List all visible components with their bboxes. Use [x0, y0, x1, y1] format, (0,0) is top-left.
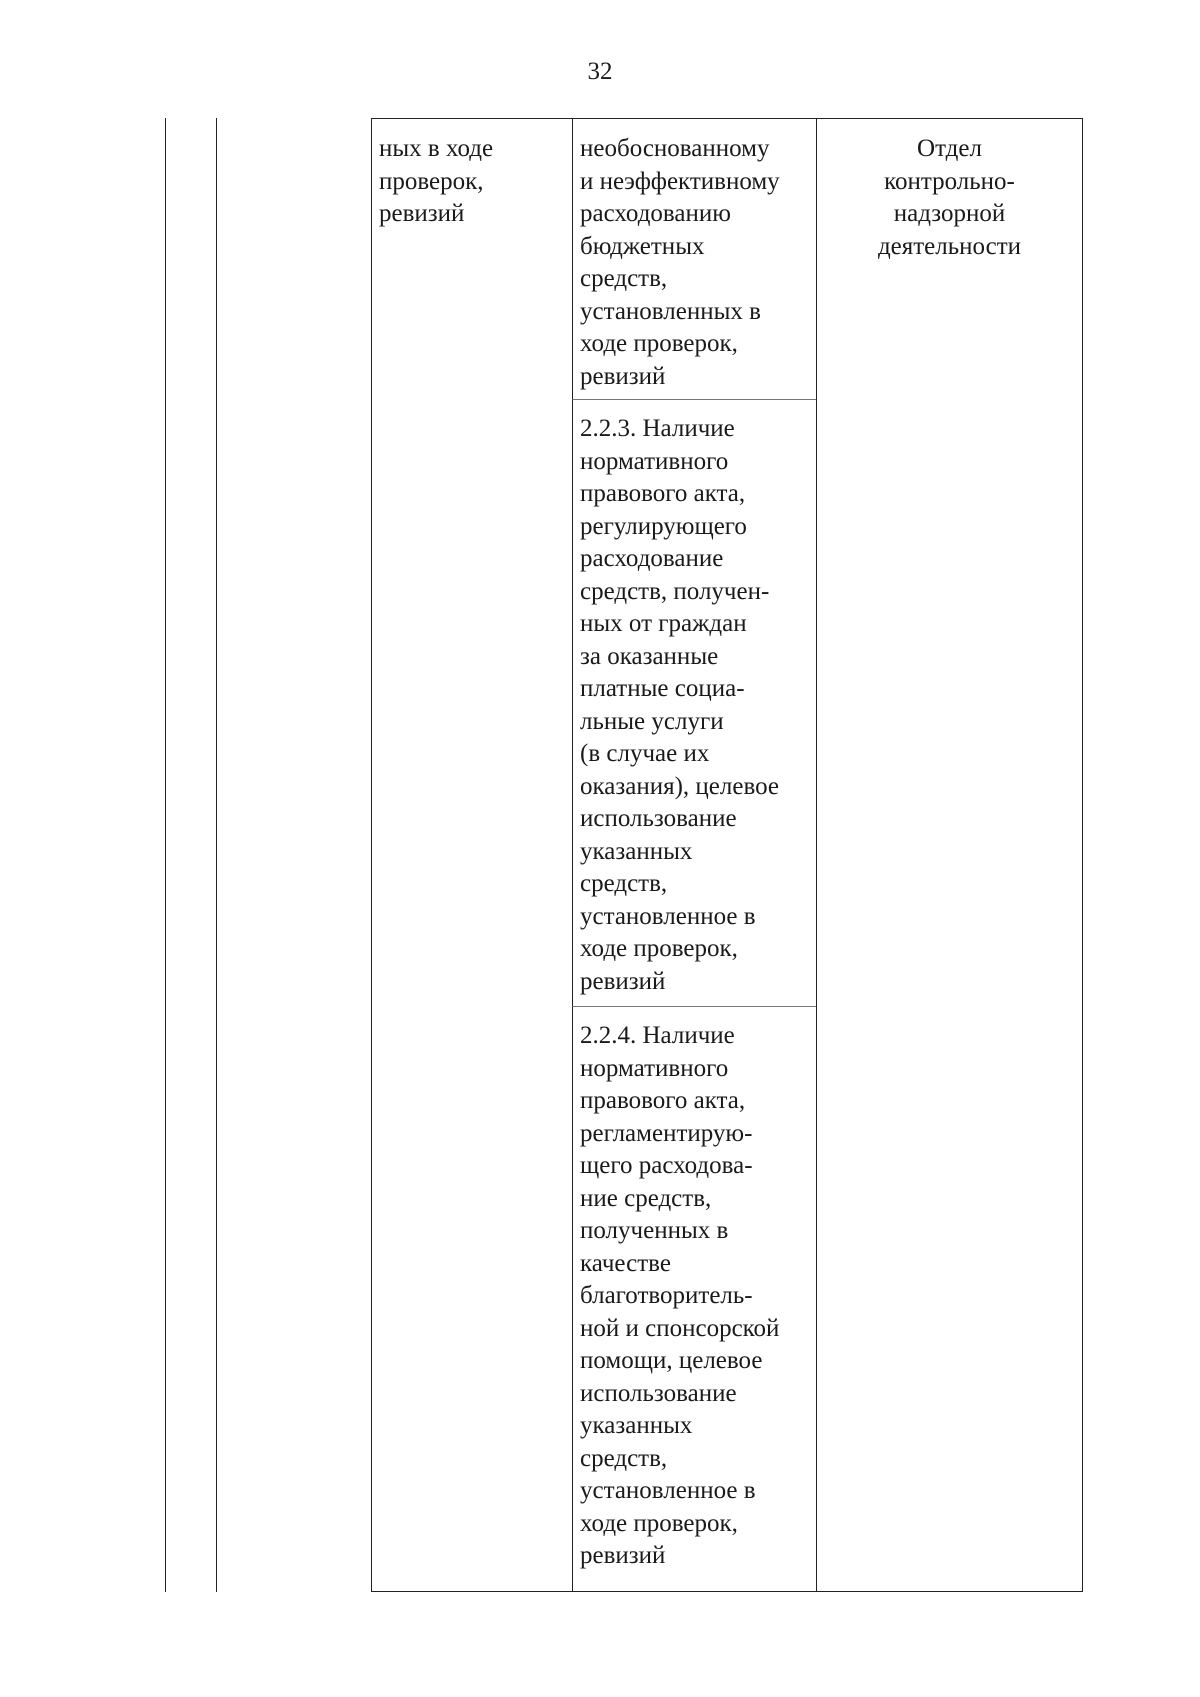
table-cell-subject: ных в ходе проверок, ревизий	[371, 118, 572, 1592]
table-border-left-inner	[216, 118, 217, 1592]
table-cell-criterion-2-2-4: 2.2.4. Наличие нормативного правового акта, регламентирую- щего расходова- ние средств, полученных в качестве благотворитель- ной и спонсорской помощи, целевое использование указанных средств, установленное в ходе проверок, ревизий	[572, 1007, 816, 1592]
page-number: 32	[587, 58, 613, 85]
table-cell-responsible-department: Отдел контрольно- надзорной деятельности	[816, 118, 1083, 1592]
table-cell-criterion-1: необоснованному и неэффективному расходованию бюджетных средств, установленных в ходе проверок, ревизий	[572, 118, 816, 400]
table-border-left-outer	[165, 118, 166, 1592]
table-cell-criterion-2-2-3: 2.2.3. Наличие нормативного правового акта, регулирующего расходование средств, получен- ных от граждан за оказанные платные социа- льные услуги (в случае их оказания), целевое использование указанных средств, установленное в ходе проверок, ревизий	[572, 400, 816, 1007]
